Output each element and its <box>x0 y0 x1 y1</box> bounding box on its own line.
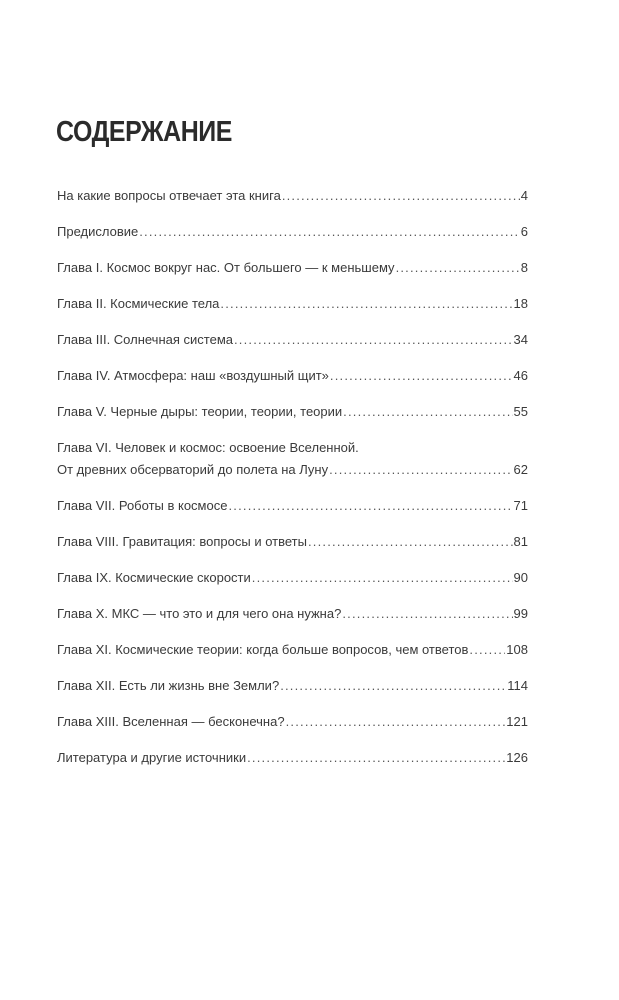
toc-entry[interactable] <box>57 294 528 314</box>
toc-entry-page: 99 <box>513 606 528 621</box>
toc-entry-page: 4 <box>520 188 528 203</box>
toc-entry-title: Глава XIII. Вселенная — бесконечна? <box>57 714 285 729</box>
toc-entry[interactable] <box>57 604 528 624</box>
toc-entry-page: 71 <box>513 498 528 513</box>
dot-leader <box>469 640 505 660</box>
toc-entry[interactable] <box>57 532 528 552</box>
toc-entry[interactable] <box>57 496 528 516</box>
toc-entry-title: Глава II. Космические тела <box>57 296 220 311</box>
toc-entry-title: Глава VII. Роботы в космосе <box>57 498 228 513</box>
dot-leader <box>228 496 512 516</box>
dot-leader <box>247 748 505 768</box>
dot-leader <box>220 294 512 314</box>
toc-entry-title: Глава X. МКС — что это и для чего она нужна? <box>57 606 342 621</box>
dot-leader <box>308 532 513 552</box>
toc-entry-page: 46 <box>513 368 528 383</box>
dot-leader <box>286 712 506 732</box>
toc-entry[interactable] <box>57 258 528 278</box>
toc-entry-title: Глава XII. Есть ли жизнь вне Земли? <box>57 678 280 693</box>
dot-leader <box>342 604 512 624</box>
toc-entry-title: Предисловие <box>57 224 139 239</box>
toc-entry-title: Глава III. Солнечная система <box>57 332 233 347</box>
toc-entry[interactable] <box>57 402 528 422</box>
toc-entry-title: Глава IV. Атмосфера: наш «воздушный щит» <box>57 368 329 383</box>
toc-entry-title: Литература и другие источники <box>57 750 247 765</box>
toc-entry[interactable] <box>57 568 528 588</box>
dot-leader <box>234 330 513 350</box>
toc-entry-page: 126 <box>506 750 528 765</box>
table-of-contents <box>57 186 528 784</box>
toc-entry-page: 121 <box>506 714 528 729</box>
toc-entry-page: 62 <box>513 462 528 477</box>
dot-leader <box>330 366 513 386</box>
dot-leader <box>282 186 520 206</box>
toc-entry-page: 18 <box>513 296 528 311</box>
toc-entry[interactable] <box>57 222 528 242</box>
dot-leader <box>252 568 513 588</box>
dot-leader <box>343 402 512 422</box>
toc-entry[interactable] <box>57 712 528 732</box>
page-title: СОДЕРЖАНИЕ <box>56 116 233 148</box>
toc-entry-page: 55 <box>513 404 528 419</box>
toc-entry-page: 34 <box>513 332 528 347</box>
dot-leader <box>280 676 506 696</box>
dot-leader <box>396 258 520 278</box>
toc-entry[interactable] <box>57 748 528 768</box>
dot-leader <box>329 460 512 480</box>
toc-entry-page: 8 <box>520 260 528 275</box>
toc-entry-title: Глава V. Черные дыры: теории, теории, теории <box>57 404 343 419</box>
toc-entry-title: От древних обсерваторий до полета на Луну <box>57 462 329 477</box>
toc-entry[interactable] <box>57 640 528 660</box>
toc-entry-page: 6 <box>520 224 528 239</box>
toc-entry[interactable] <box>57 676 528 696</box>
toc-entry-title: Глава I. Космос вокруг нас. От большего — к меньшему <box>57 260 395 275</box>
toc-entry-title: Глава VIII. Гравитация: вопросы и ответы <box>57 534 307 549</box>
toc-entry-page: 114 <box>507 678 528 693</box>
toc-entry[interactable] <box>57 330 528 350</box>
toc-entry-page: 108 <box>506 642 528 657</box>
toc-entry-title: Глава XI. Космические теории: когда больше вопросов, чем ответов <box>57 642 469 657</box>
toc-entry-page: 90 <box>513 570 528 585</box>
toc-entry[interactable] <box>57 366 528 386</box>
toc-entry-title: Глава IX. Космические скорости <box>57 570 251 585</box>
toc-entry-title-line1: Глава VI. Человек и космос: освоение Вселенной. <box>57 440 359 455</box>
toc-entry[interactable] <box>57 438 528 480</box>
toc-entry-page: 81 <box>513 534 528 549</box>
toc-entry[interactable] <box>57 186 528 206</box>
toc-entry-title: На какие вопросы отвечает эта книга <box>57 188 281 203</box>
dot-leader <box>139 222 520 242</box>
